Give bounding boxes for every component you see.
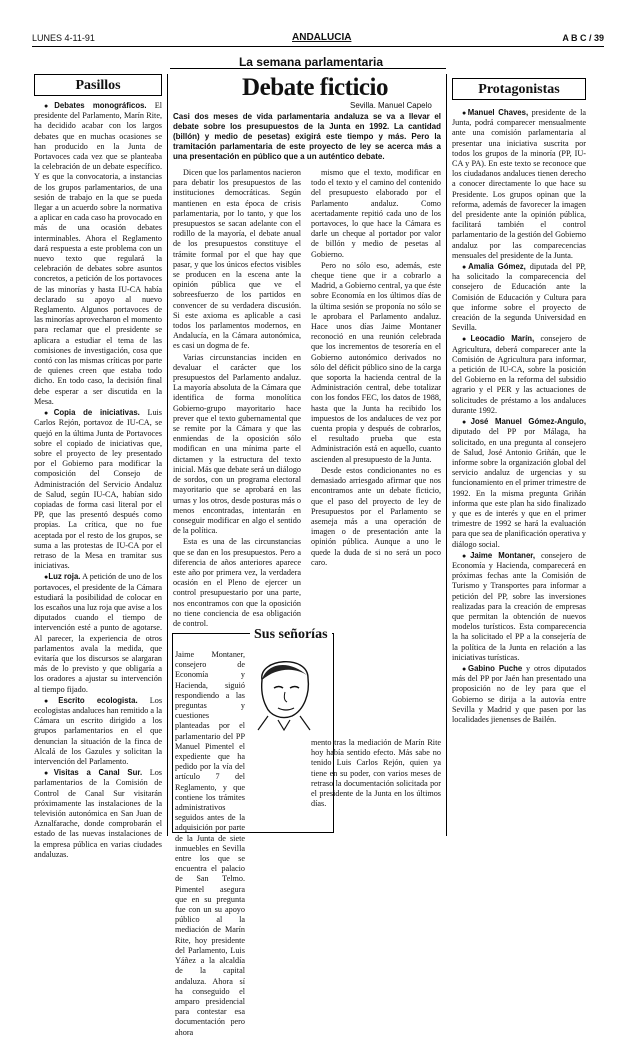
- protagonistas-item: [452, 334, 586, 416]
- pasillos-item-lead: Copia de iniciativas.: [53, 408, 140, 418]
- protagonistas-item-text: consejero de Agricultura, deberá comparecer ante la Comisión de Agricultura para informar, a petición de IU-CA, sobre la posición del Gobierno en la reforma del subsidio agrario y el PER y las actuaciones de solicitudes de préstamo a los andaluces durante 1992.: [452, 334, 586, 415]
- article-paragraph: Pero no sólo eso, además, este cheque tiene que ir a cobrarlo a Madrid, a Gobierno central, ya que éste sobre Economía en los últimos días de la última sesión se proponía no sólo se le aprobara el Parlamento andaluz. Hace unos días Jaime Montaner reconoció en una reunión celebrada que los incrementos de tesorería en el Gobierno autonómico derivados no sólo del déficit público sino de la carga que soporta la hacienda central de la Administración central, debe totalizar con los fondos FEC, los datos de 1988, hasta que la Junta ha recibido los impuestos de los andaluces de vez por cuenta propia y después de cobrarlos, el resultado prueba que esta Administración está en aquello, cuanto ascienden al presupuesto de la Junta.: [311, 260, 441, 464]
- pasillos-item-text: Los parlamentarios de la Comisión de Control de Canal Sur visitarán próximamente las instalaciones de la televisión autonómica en San Juan de Aznalfarache, donde comprobarán el estado de las nuevas instalaciones de la empresa pública en varias ciudades andaluzas.: [34, 768, 162, 859]
- pasillos-item-lead: Luz roja.: [48, 572, 81, 582]
- article-paragraph: mismo que el texto, modificar en todo el texto y el camino del contenido del presupuesto elaborado por el Parlamento andaluz. Como acertadamente repitió cada uno de los portavoces, lo que hace la Cámara es darle un cheque al portador por valor de billón y medio de pesetas al Gobierno.: [311, 168, 441, 259]
- pasillos-item-text: A petición de uno de los portavoces, el presidente de la Cámara estudiará la posibilidad de colocar en los escaños una luz roja que avise a los diputados cuando el tiempo de intervención esté a punto de agotarse. Al parecer, la experiencia de otros parlamentos avala la medida, que evitaría que los discursos se alargaran más de lo previsto y que obligaría a los oradores a ajustar su intervención al tiempo fijado.: [34, 572, 162, 694]
- protagonistas-item-lead: Leocadio Marín,: [470, 334, 535, 344]
- sus-senorias-tail: mento tras la mediación de Marín Rite hoy había sentido efecto. Más sabe no tenido Luis Carlos Rejón, quien ya tiene en su poder, con varios meses de retraso la documentación solicitada por el presidente de la Junta en los últimos días.: [311, 738, 441, 809]
- protagonistas-item-lead: Gabino Puche: [468, 663, 523, 673]
- protagonistas-item-text: diputado del PP por Málaga, ha solicitado, en una pregunta al consejero de Salud, José Antonio Griñán, que le informe sobre la organización global del servicio andaluz de urgencias y su funcionamiento en el primer trimestre de 1992. En la misma pregunta Griñán informa que este plan ha sido finalizado y que es de interés y que en el primer trimestre de 1992 se hará la evaluación para que sea de planificación operativa y diálogo social.: [452, 427, 586, 549]
- article-paragraph: Varias circunstancias inciden en devaluar el carácter que los presupuestos del Parlamento andaluz. La mayoría absoluta de la Cámara que identifica de forma monolítica Gobierno-grupo mayoritario hace prever que el texto gubernamental que se remite por la Cámara y que las enmiendas de la oposición sólo modifican en una mínima parte el dictamen y la estructura del texto inicial. Más que debate será un diálogo de sordos, con un programa electoral mayoritario que se aprobará en las urnas y los otros, desde posturas más o menos encontradas, intentarán en conseguir modificar en algo el sentido de la política.: [173, 352, 302, 536]
- protagonistas-item-text: y otros diputados más del PP por Jaén han presentado una proposición no de ley para que el Gobierno se dirija a la autovía entre Sevilla y Madrid y que pasen por las localidades jienenses de Bailén.: [452, 663, 587, 724]
- pasillos-column: [34, 101, 163, 859]
- protagonistas-item-lead: Manuel Chaves,: [467, 108, 529, 117]
- header-section: ANDALUCIA: [292, 32, 352, 43]
- protagonistas-column: [452, 108, 586, 836]
- page-header: [32, 33, 604, 47]
- protagonistas-item-text: presidente de la Junta, podrá comparecer mensualmente ante una comisión parlamentaria al presentar una iniciativa suscrita por todos los grupos de la minoría (PP, IU-CA y PA). En este texto se reconoce que los ciudadanos andaluces tienen derecho a conocer directamente lo que hace su Presidente. Los grupos opinan que la reforma, además de favorecer la imagen del presidente ante la opinión pública, facilitará también el control parlamentario de la gestión del Gobierno andaluz por las comparecencias mensuales del presidente de la Junta.: [452, 108, 586, 260]
- protagonistas-item: [452, 417, 586, 550]
- pasillos-item-lead: Visitas a Canal Sur.: [53, 768, 143, 778]
- article-paragraph: Desde estos condicionantes no es demasiado arriesgado afirmar que nos encontramos ante un debate ficticio, que el paso del proyecto de ley de Presupuestos por el Parlamento se asemeja más a una operación de imagen o de presentación ante la opinión pública. Aunque a uno le quede la duda de si no será un poco caro.: [311, 465, 441, 567]
- header-page: A B C / 39: [562, 33, 604, 43]
- protagonistas-item-lead: Amalia Gómez,: [468, 262, 526, 272]
- pasillos-title: Pasillos: [34, 74, 162, 96]
- article-paragraph: Esta es una de las circunstancias que se dan en los presupuestos. Pero a diferencia de años anteriores aparece este año por primera vez, la verdadera ocasión en el Pleno de ejercer un control presupuestario por una parte, nos encontramos con que la oposición no tiene conciencia de esa obligación de control.: [173, 537, 301, 628]
- protagonistas-item: [452, 664, 586, 725]
- portrait-caricature: [248, 650, 320, 730]
- pasillos-item-text: El presidente del Parlamento, Marín Rite, ha decidido acabar con los largos debates que en muchas ocasiones se han producido en la Junta de Portavoces cada vez que se planteaba la celebración de un debate específico. Y es que la convocatoria, a instancias de los grupos parlamentarios, de una sesión de trabajo en la que se pueda llegar a un acuerdo sobre la normativa a aplicar en cada caso ha provocado en más de una ocasión debates interminables. Ahora el Reglamento dará respuesta a este problema con un nuevo texto que regulará la celebración de debates sobre asuntos concretos, a petición de los portavoces de las minorías y hasta IU-CA había declarado su apoyo al nuevo Reglamento. Algunos portavoces de las minorías aprovecharon el momento para reclamar que el presidente se aplicara a estudiar el tema de las comisiones de investigación, cosa que contó con las mismas críticas por parte de quienes creen que estaba todo dicho. En todo caso, la decisión final debe esperar a ser discutida en la Mesa.: [34, 101, 162, 406]
- protagonistas-item-text: diputada del PP, ha solicitado la comparecencia del consejero de Educación ante la Comisión de Educación y Cultura para que informe sobre el proyecto de creación de la segunda Universidad en Sevilla.: [452, 262, 586, 333]
- pasillos-item-lead: Escrito ecologista.: [58, 695, 138, 705]
- sus-senorias-title: Sus señorías: [250, 627, 332, 643]
- column-divider-left: [167, 74, 168, 836]
- pasillos-item: [34, 101, 162, 407]
- protagonistas-item: [452, 551, 586, 663]
- pasillos-item: [34, 696, 162, 767]
- column-divider-right: [446, 74, 447, 836]
- pasillos-item: [34, 572, 162, 694]
- pasillos-item-lead: Debates monográficos.: [54, 101, 147, 110]
- lead-paragraph: Casi dos meses de vida parlamentaria andaluza se va a llevar el debate sobre los presupuestos de la Junta en 1992. La cantidad (billón) y medio de pesetas) exigirá este tiempo y más. Pero la tramitación parlamentaria de este proyecto de ley se acerca más a una presentación en público que a un auténtico debate.: [173, 112, 441, 161]
- header-date: LUNES 4-11-91: [32, 33, 95, 43]
- protagonistas-item-text: consejero de Economía y Hacienda, comparecerá en próximas fechas ante la Comisión de Turismo y Transportes para informar a petición del PP, sobre las inversiones realizadas para la creación de empresas que permitan la obtención de nuevos modelos turísticos. Esta comparecencia la ha solicitado el PP a la consejería de la política de la Junta en relación a las iniciativas turísticas.: [452, 550, 586, 662]
- kicker-rule: [170, 68, 446, 69]
- pasillos-item-text: Luis Carlos Rejón, portavoz de IU-CA, se quejó en la última Junta de Portavoces sobre el copiado de iniciativas que, sobre el proyecto de ley presentado por el Gobierno para modificar la composición del Consejo de Administración del Servicio Andaluz de Salud, según IU-CA, habían sido copiadas de forma casi literal por el PP, que las presentó después como propias. La crítica, que no fue aceptada por el resto de los grupos, se suma a las protestas de IU-CA por el retraso de la Mesa en tramitar sus iniciativas.: [34, 408, 162, 571]
- protagonistas-item-lead: José Manuel Gómez-Angulo,: [470, 417, 586, 427]
- protagonistas-title: Protagonistas: [452, 78, 586, 100]
- article-paragraph: Dicen que los parlamentos nacieron para debatir los presupuestos de las instituciones democráticas. Según mantienen en esta época de crisis parlamentaria, por lo tanto, y que los presupuestos se sacan adelante con el rodillo de la mayoría, el debate anual de los presupuestos constituye el trámite formal por el que hay que pasar, y que los únicos efectos visibles se producen en la escena ante la opinión pública que ve el sobreesfuerzo de los partidos en convencer de su verdadera discusión. Si este axioma es aplicable a casi todos los parlamentos modernos, en Andalucía, en la Cámara autonómica, es casi un dogma de fe.: [173, 168, 301, 351]
- protagonistas-item: [452, 262, 586, 333]
- pasillos-item: [34, 768, 162, 860]
- pasillos-item: [34, 408, 162, 571]
- protagonistas-item: [452, 108, 586, 261]
- headline: Debate ficticio: [242, 74, 388, 101]
- article-column-1: [173, 168, 302, 628]
- protagonistas-item-lead: Jaime Montaner,: [470, 550, 536, 560]
- section-kicker: La semana parlamentaria: [238, 55, 384, 69]
- byline: Sevilla. Manuel Capelo: [350, 101, 432, 110]
- pasillos-item-text: Los ecologistas andaluces han remitido a la Cámara un escrito dirigido a los grupos parlamentarios en el que denuncian la situación de la finca de Alcalá de los Gazules y solicitan la intervención del Parlamento.: [34, 695, 163, 766]
- sus-senorias-text: Jaime Montaner, consejero de Economía y Hacienda, siguió respondiendo a las preguntas y cuestiones planteadas por el parlamentario del PP Manuel Pimentel el expediente que ha pedido por la vía del artículo 7 del Reglamento, y que contiene los trámites administrativos seguidos antes de la adquisición por parte de la Junta de siete inmuebles en Sevilla entre los que se encuentra el palacio de San Telmo. Pimentel asegura que en su pregunta fue con un su apoyo público al la mediación de Marín Rite, hoy presidente del Parlamento, Luis Yáñez a la alcaldía de la capital andaluza. Ahora sí ha conseguido el amparo presidencial para contestar esa documentación pero ahora: [175, 650, 245, 1037]
